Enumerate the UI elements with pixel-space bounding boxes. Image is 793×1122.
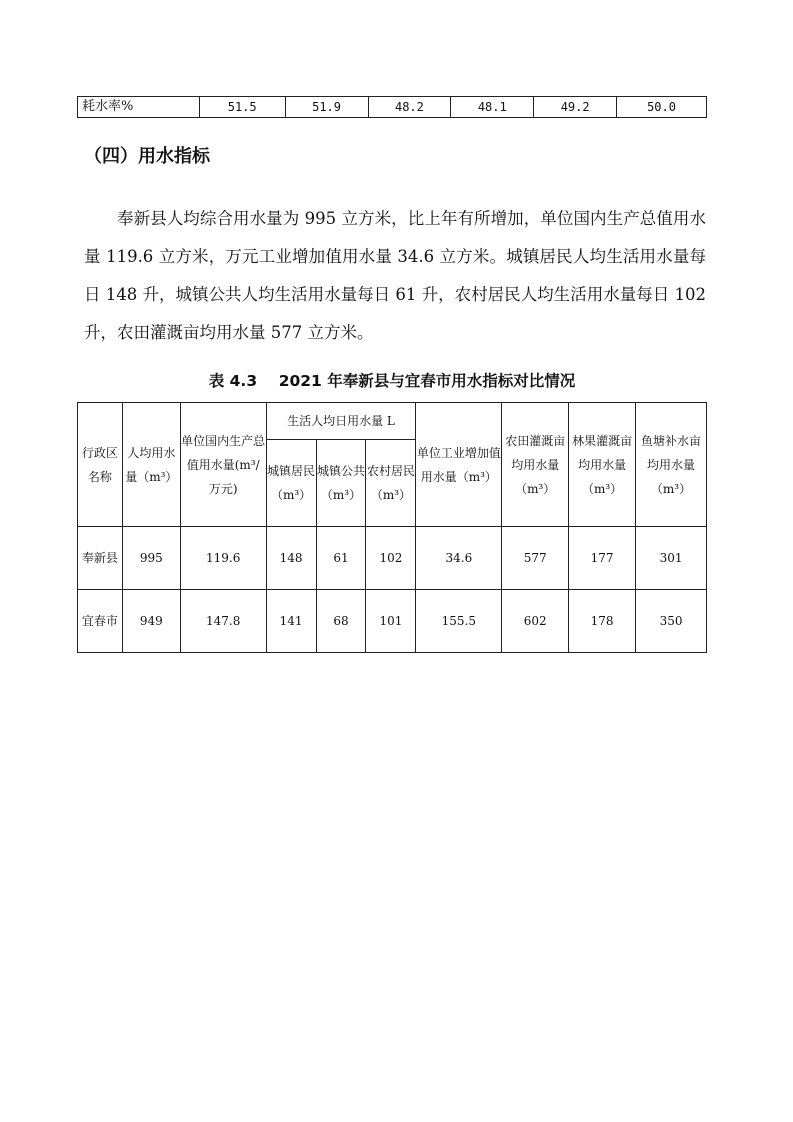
table-cell: 949 [122, 590, 180, 653]
table-cell: 68 [316, 590, 366, 653]
header-fishpond: 鱼塘补水亩均用水量（m³） [636, 403, 707, 527]
body-paragraph: 奉新县人均综合用水量为 995 立方米，比上年有所增加，单位国内生产总值用水量 119.6 立方米，万元工业增加值用水量 34.6 立方米。城镇居民人均生活用水量每日 148 升，城镇公共人均生活用水量每日 61 升，农村居民人均生活用水量每日 102 升，农田灌溉亩均用水量 577 立方米。 [84, 209, 706, 342]
table-cell: 51.9 [285, 97, 368, 118]
table-cell: 48.2 [368, 97, 451, 118]
header-per-capita: 人均用水量（m³） [122, 403, 180, 527]
table-cell: 995 [122, 527, 180, 590]
header-urban-residents: 城镇居民（m³） [266, 440, 316, 527]
header-region: 行政区名称 [78, 403, 123, 527]
water-consumption-rate-table [77, 96, 707, 118]
table-cell: 51.5 [199, 97, 285, 118]
table-cell: 147.8 [180, 590, 266, 653]
table-cell: 177 [569, 527, 636, 590]
header-urban-public: 城镇公共（m³） [316, 440, 366, 527]
table-cell: 50.0 [617, 97, 707, 118]
table-cell: 155.5 [416, 590, 502, 653]
row-region: 奉新县 [78, 527, 123, 590]
header-orchard: 林果灌溉亩均用水量（m³） [569, 403, 636, 527]
table-cell: 301 [636, 527, 707, 590]
row-region: 宜春市 [78, 590, 123, 653]
table-cell: 350 [636, 590, 707, 653]
table-cell: 119.6 [180, 527, 266, 590]
table-cell: 101 [366, 590, 416, 653]
table-cell: 178 [569, 590, 636, 653]
table-header-row [78, 403, 707, 440]
row-label: 耗水率% [78, 97, 200, 118]
header-industry: 单位工业增加值用水量（m³） [416, 403, 502, 527]
table-row [78, 97, 707, 118]
table-cell: 61 [316, 527, 366, 590]
table-caption: 表 4.3 2021 年奉新县与宜春市用水指标对比情况 [208, 372, 576, 390]
header-domestic-group: 生活人均日用水量 L [266, 403, 416, 440]
header-farmland: 农田灌溉亩均用水量（m³） [502, 403, 569, 527]
section-heading: （四）用水指标 [84, 146, 210, 167]
table-cell: 141 [266, 590, 316, 653]
header-rural-residents: 农村居民（m³） [366, 440, 416, 527]
table-cell: 148 [266, 527, 316, 590]
water-indicator-comparison-table [77, 402, 707, 653]
table-row [78, 590, 707, 653]
table-row [78, 527, 707, 590]
table-cell: 102 [366, 527, 416, 590]
header-gdp: 单位国内生产总值用水量(m³/万元) [180, 403, 266, 527]
table-cell: 48.1 [451, 97, 534, 118]
table-cell: 577 [502, 527, 569, 590]
table-cell: 602 [502, 590, 569, 653]
table-cell: 49.2 [534, 97, 617, 118]
table-cell: 34.6 [416, 527, 502, 590]
